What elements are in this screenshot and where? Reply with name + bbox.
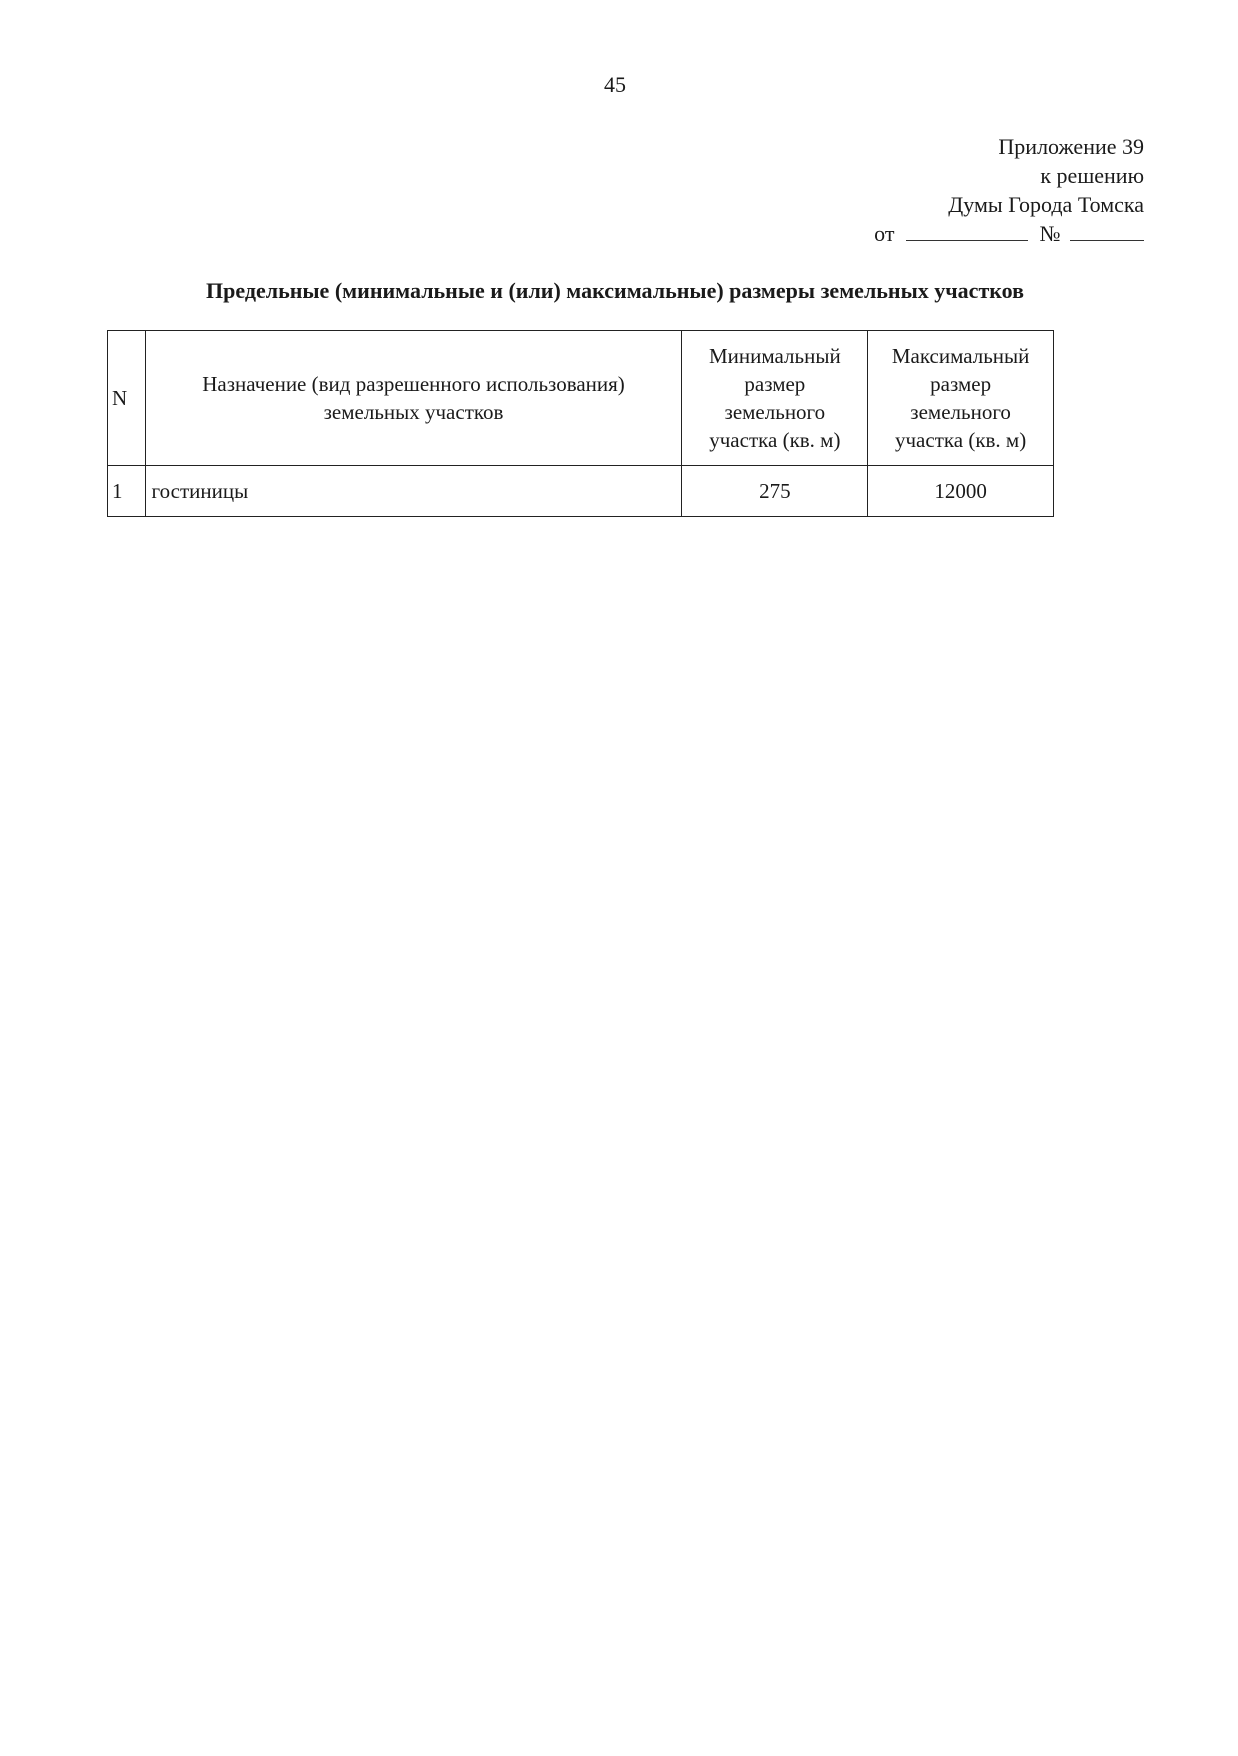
- table-header-row: [108, 331, 1054, 466]
- appendix-block: [874, 132, 1144, 248]
- header-min-line4: участка (кв. м): [709, 428, 841, 452]
- appendix-authority: Думы Города Томска: [948, 192, 1144, 217]
- header-purpose-line1: Назначение (вид разрешенного использования): [202, 372, 625, 396]
- appendix-number: Приложение 39: [998, 134, 1144, 159]
- header-max-line2: размер: [930, 372, 992, 396]
- header-purpose-line2: земельных участков: [323, 400, 504, 424]
- header-min-size: [682, 331, 868, 466]
- header-min-line3: земельного: [724, 400, 826, 424]
- date-prefix: от: [874, 221, 895, 246]
- header-min-line1: Минимальный: [709, 344, 841, 368]
- row-number: 1: [108, 466, 146, 517]
- row-min-size: 275: [682, 466, 868, 517]
- header-max-line3: земельного: [910, 400, 1011, 424]
- page-number: 45: [604, 72, 626, 97]
- header-purpose: [145, 331, 682, 466]
- header-max-line4: участка (кв. м): [894, 428, 1027, 452]
- header-max-size: [868, 331, 1054, 466]
- appendix-date-number-line: [874, 219, 1144, 248]
- header-n: N: [108, 331, 146, 466]
- row-max-size: 12000: [868, 466, 1054, 517]
- date-blank: [906, 220, 1028, 241]
- land-size-limits-table: [107, 330, 1054, 517]
- document-title: Предельные (минимальные и (или) максимальные) размеры земельных участков: [206, 278, 1024, 303]
- number-prefix: №: [1039, 221, 1061, 246]
- table-row: [108, 466, 1054, 517]
- header-min-line2: размер: [744, 372, 806, 396]
- row-purpose: гостиницы: [145, 466, 682, 517]
- appendix-decision: к решению: [1040, 163, 1144, 188]
- header-max-line1: Максимальный: [891, 344, 1030, 368]
- number-blank: [1070, 220, 1144, 241]
